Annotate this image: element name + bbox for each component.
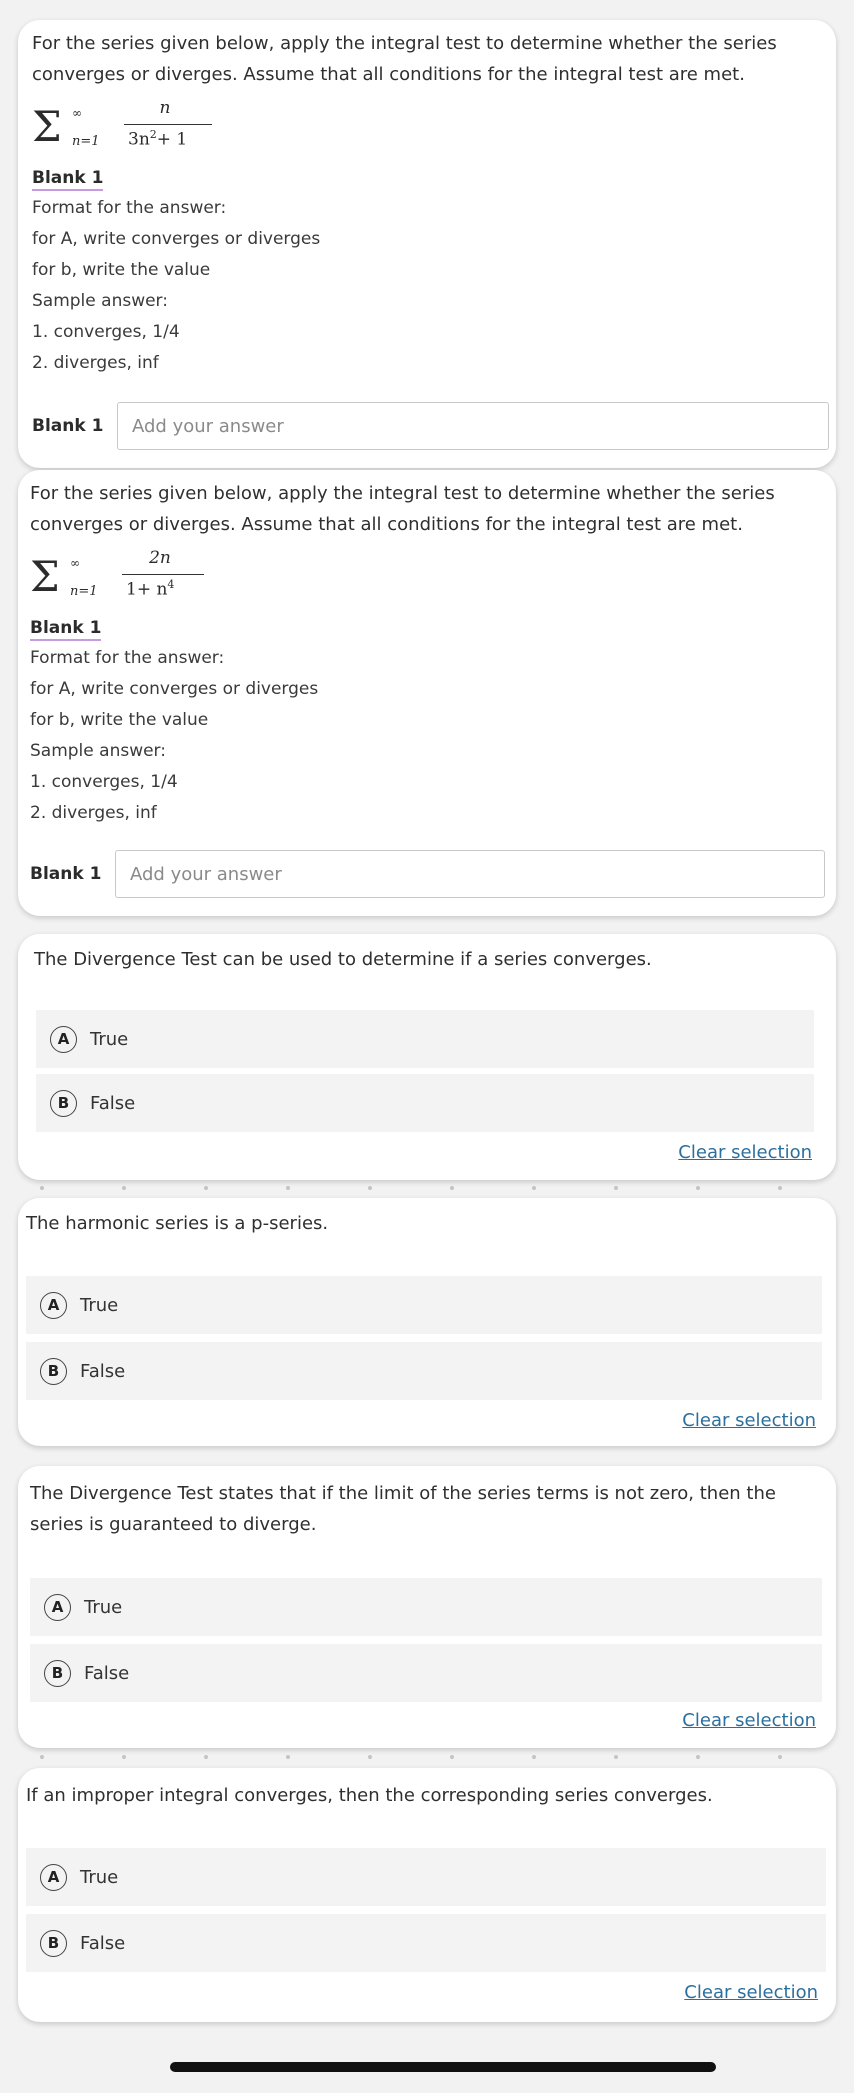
dot [614, 1186, 618, 1190]
sigma-symbol: Σ [32, 102, 62, 151]
option-label: True [80, 1866, 119, 1888]
fraction-denominator [128, 128, 187, 150]
blank-answer-row [32, 402, 829, 450]
dot [778, 1186, 782, 1190]
tf-card-3 [18, 1466, 836, 1748]
option-letter-badge: B [50, 1090, 77, 1117]
format-line: for b, write the value [32, 260, 211, 280]
option-letter-badge: A [40, 1292, 67, 1319]
format-line: for A, write converges or diverges [32, 229, 321, 249]
option-a[interactable] [30, 1578, 822, 1636]
dot [450, 1755, 454, 1759]
fraction-numerator: n [159, 98, 171, 118]
dot [204, 1186, 208, 1190]
format-line: Format for the answer: [30, 648, 225, 668]
den-tail: + 1 [156, 129, 188, 150]
fraction-bar [124, 124, 212, 125]
den-exponent: 4 [167, 578, 175, 591]
series-upper-limit: ∞ [72, 106, 82, 120]
dot [778, 1755, 782, 1759]
option-letter-badge: B [40, 1930, 67, 1957]
dot [286, 1186, 290, 1190]
separator-dots [40, 1186, 820, 1192]
series-lower-limit: n=1 [72, 134, 100, 149]
blank-section [32, 164, 320, 379]
tf-card-2 [18, 1198, 836, 1446]
option-letter-badge: B [40, 1358, 67, 1385]
series-expression [32, 98, 332, 168]
tf-card-1 [18, 934, 836, 1180]
home-indicator[interactable] [170, 2062, 716, 2072]
answer-format-lines [30, 643, 318, 829]
option-b[interactable] [26, 1914, 826, 1972]
format-line: for A, write converges or diverges [30, 679, 319, 699]
dot [368, 1186, 372, 1190]
format-line: Sample answer: [30, 741, 166, 761]
format-line: 2. diverges, inf [30, 803, 157, 823]
dot [122, 1186, 126, 1190]
format-line: 1. converges, 1/4 [30, 772, 178, 792]
answer-input[interactable] [115, 850, 825, 898]
answer-input[interactable] [117, 402, 829, 450]
dot [122, 1755, 126, 1759]
dot [286, 1755, 290, 1759]
series-expression [30, 548, 330, 618]
option-label: False [80, 1932, 126, 1954]
question-prompt: The Divergence Test states that if the limit of the series terms is not zero, then the series is guaranteed to diverge. [30, 1483, 776, 1535]
clear-selection-link[interactable]: Clear selection [682, 1410, 816, 1431]
blank-label: Blank 1 [30, 864, 102, 884]
blank-answer-row [30, 850, 825, 898]
option-label: False [84, 1662, 130, 1684]
separator-dots [40, 1755, 820, 1761]
dot [532, 1186, 536, 1190]
series-upper-limit: ∞ [70, 556, 80, 570]
question-prompt: The Divergence Test can be used to determine if a series converges. [34, 949, 652, 970]
sigma-symbol: Σ [30, 552, 60, 601]
option-a[interactable] [36, 1010, 814, 1068]
question-card-2 [18, 470, 836, 916]
format-line: 2. diverges, inf [32, 353, 159, 373]
den-base: 1+ n [126, 579, 168, 600]
den-base: 3n [128, 129, 150, 150]
dot [614, 1755, 618, 1759]
dot [696, 1186, 700, 1190]
format-line: Format for the answer: [32, 198, 227, 218]
dot [40, 1755, 44, 1759]
dot [696, 1755, 700, 1759]
fraction-numerator: 2n [149, 548, 171, 568]
fraction-bar [122, 574, 204, 575]
answer-format-lines [32, 193, 320, 379]
option-a[interactable] [26, 1848, 826, 1906]
fraction-denominator [126, 578, 174, 600]
option-b[interactable] [30, 1644, 822, 1702]
option-b[interactable] [26, 1342, 822, 1400]
option-letter-badge: A [44, 1594, 71, 1621]
format-line: Sample answer: [32, 291, 168, 311]
clear-selection-link[interactable]: Clear selection [678, 1142, 812, 1163]
blank-label: Blank 1 [32, 416, 104, 436]
dot [450, 1186, 454, 1190]
dot [204, 1755, 208, 1759]
clear-selection-link[interactable]: Clear selection [684, 1982, 818, 2003]
dot [532, 1755, 536, 1759]
blank-title: Blank 1 [32, 168, 103, 191]
option-label: True [90, 1028, 129, 1050]
option-letter-badge: A [40, 1864, 67, 1891]
option-label: False [90, 1092, 136, 1114]
option-label: False [80, 1360, 126, 1382]
question-prompt: If an improper integral converges, then the corresponding series converges. [26, 1785, 713, 1806]
option-letter-badge: B [44, 1660, 71, 1687]
option-a[interactable] [26, 1276, 822, 1334]
clear-selection-link[interactable]: Clear selection [682, 1710, 816, 1731]
tf-card-4 [18, 1768, 836, 2022]
dot [40, 1186, 44, 1190]
question-prompt: For the series given below, apply the integral test to determine whether the series converges or diverges. Assume that all conditions for the integral test are met. [30, 483, 775, 535]
question-prompt: The harmonic series is a p-series. [26, 1213, 329, 1234]
option-label: True [84, 1596, 123, 1618]
question-prompt: For the series given below, apply the integral test to determine whether the series converges or diverges. Assume that all conditions for the integral test are met. [32, 33, 777, 85]
blank-section [30, 614, 318, 829]
format-line: for b, write the value [30, 710, 209, 730]
option-label: True [80, 1294, 119, 1316]
option-b[interactable] [36, 1074, 814, 1132]
den-exponent: 2 [149, 128, 157, 141]
series-lower-limit: n=1 [70, 584, 98, 599]
blank-title: Blank 1 [30, 618, 101, 641]
option-letter-badge: A [50, 1026, 77, 1053]
question-card-1 [18, 20, 836, 468]
format-line: 1. converges, 1/4 [32, 322, 180, 342]
dot [368, 1755, 372, 1759]
